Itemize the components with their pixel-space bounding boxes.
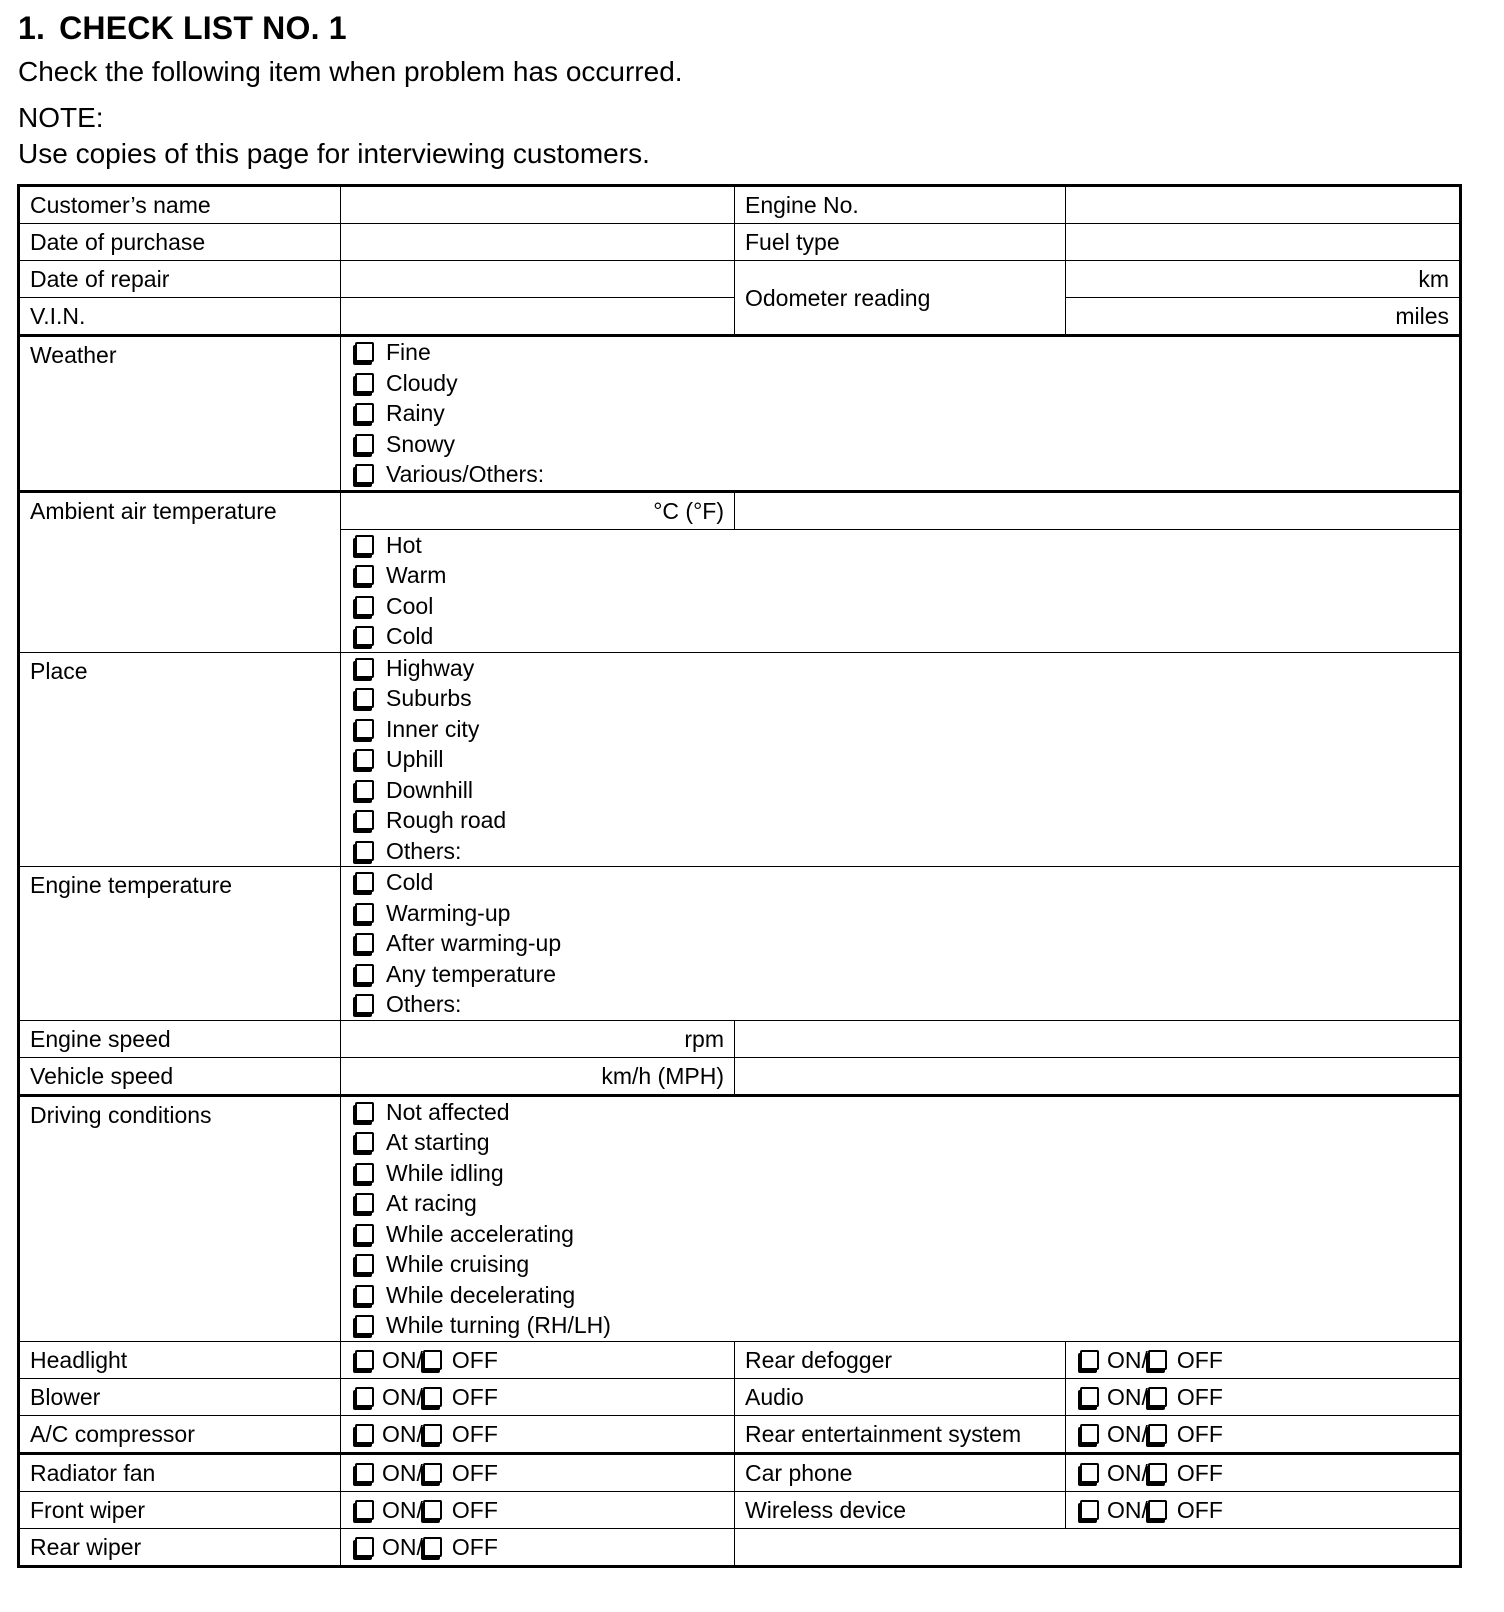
on-label: ON/ [382,1420,423,1447]
fuel-type-field[interactable] [1066,224,1461,261]
checkbox-icon[interactable] [355,994,374,1014]
row-date-of-repair [19,261,1461,298]
off-checkbox-icon[interactable] [423,1537,442,1557]
label-rear-defogger: Rear defogger [735,1341,1066,1378]
option-label: Warm [386,562,447,588]
option-label: Rainy [386,400,445,426]
on-checkbox-icon[interactable] [355,1350,374,1370]
row-ambient-temp [19,491,1461,529]
off-label: OFF [1176,1420,1223,1447]
off-checkbox-icon[interactable] [1148,1387,1167,1407]
checkbox-icon[interactable] [355,1315,374,1335]
audio-toggle [1066,1378,1461,1415]
row-switch-1 [19,1341,1461,1378]
checkbox-icon[interactable] [355,872,374,892]
label-vin: V.I.N. [19,298,341,336]
off-label: OFF [451,1533,498,1560]
driving-option-while-cruising[interactable] [351,1249,1449,1280]
driving-option-while-accelerating[interactable] [351,1219,1449,1250]
date-of-repair-field[interactable] [341,261,735,298]
engine-temp-option-any[interactable] [351,959,1449,990]
option-label: Cold [386,869,434,895]
option-label: Cold [386,623,434,649]
headlight-toggle [341,1341,735,1378]
driving-option-while-turning[interactable] [351,1310,1449,1341]
place-option-suburbs[interactable] [351,683,1449,714]
off-label: OFF [1176,1383,1223,1410]
on-checkbox-icon[interactable] [355,1500,374,1520]
label-blower: Blower [19,1378,341,1415]
place-option-rough-road[interactable] [351,805,1449,836]
on-label: ON/ [1107,1420,1148,1447]
engine-temp-option-after-warming-up[interactable] [351,928,1449,959]
off-checkbox-icon[interactable] [1148,1463,1167,1483]
driving-option-while-decelerating[interactable] [351,1280,1449,1311]
vehicle-speed-blank [735,1057,1461,1095]
odometer-km-field[interactable]: km [1066,261,1461,298]
car-phone-toggle [1066,1453,1461,1491]
off-label: OFF [451,1383,498,1410]
driving-option-while-idling[interactable] [351,1158,1449,1189]
label-date-of-repair: Date of repair [19,261,341,298]
option-label: Any temperature [386,960,557,987]
engine-temp-option-warming-up[interactable] [351,898,1449,929]
engine-no-field[interactable] [1066,186,1461,224]
driving-options [341,1095,1461,1341]
option-label: Uphill [386,746,444,772]
label-radiator-fan: Radiator fan [19,1453,341,1491]
ambient-option-warm[interactable] [351,560,1449,591]
vin-field[interactable] [341,298,735,336]
row-switch-4 [19,1453,1461,1491]
off-checkbox-icon[interactable] [423,1350,442,1370]
ambient-options [341,529,1461,652]
off-label: OFF [451,1459,498,1486]
checkbox-icon[interactable] [355,933,374,953]
note-label: NOTE: [18,102,104,133]
option-label: Downhill [386,776,473,803]
checkbox-icon[interactable] [355,719,374,739]
on-checkbox-icon[interactable] [355,1537,374,1557]
checkbox-icon[interactable] [355,434,374,454]
place-option-others[interactable] [351,836,1449,867]
driving-option-at-racing[interactable] [351,1188,1449,1219]
ambient-temp-field[interactable]: °C (°F) [341,491,735,529]
rear-defogger-toggle [1066,1341,1461,1378]
row-driving-conditions [19,1095,1461,1341]
on-checkbox-icon[interactable] [355,1463,374,1483]
label-date-of-purchase: Date of purchase [19,224,341,261]
option-label: Others: [386,837,462,864]
rear-entertainment-toggle [1066,1415,1461,1453]
option-label: At starting [386,1129,490,1155]
checkbox-icon[interactable] [355,1193,374,1213]
option-label: Hot [386,531,422,558]
off-checkbox-icon[interactable] [423,1500,442,1520]
page-title [18,10,347,47]
checkbox-icon[interactable] [355,1285,374,1305]
empty-cell [735,1528,1461,1566]
row-date-of-purchase [19,224,1461,261]
place-option-downhill[interactable] [351,775,1449,806]
off-label: OFF [1176,1346,1223,1373]
checkbox-icon[interactable] [355,749,374,769]
on-label: ON/ [382,1533,423,1560]
checkbox-icon[interactable] [355,1132,374,1152]
front-wiper-toggle [341,1491,735,1528]
odometer-miles-field[interactable]: miles [1066,298,1461,336]
label-vehicle-speed: Vehicle speed [19,1057,341,1095]
engine-temp-option-cold[interactable] [351,867,1449,898]
place-option-inner-city[interactable] [351,714,1449,745]
checkbox-icon[interactable] [355,596,374,616]
on-label: ON/ [1107,1383,1148,1410]
rear-wiper-toggle [341,1528,735,1566]
on-label: ON/ [1107,1496,1148,1523]
engine-speed-blank [735,1020,1461,1057]
row-customers-name [19,186,1461,224]
checkbox-icon[interactable] [355,403,374,423]
checkbox-icon[interactable] [355,565,374,585]
off-label: OFF [451,1346,498,1373]
row-weather [19,336,1461,492]
row-switch-5 [19,1491,1461,1528]
checkbox-icon[interactable] [355,373,374,393]
option-label: At racing [386,1190,477,1216]
weather-option-fine[interactable] [351,337,1449,368]
checkbox-icon[interactable] [355,841,374,861]
row-switch-2 [19,1378,1461,1415]
option-label: While turning (RH/LH) [386,1312,611,1338]
option-label: Various/Others: [386,461,545,487]
on-checkbox-icon[interactable] [355,1424,374,1444]
row-place [19,652,1461,867]
row-switch-3 [19,1415,1461,1453]
off-checkbox-icon[interactable] [423,1463,442,1483]
option-label: While accelerating [386,1220,574,1247]
off-checkbox-icon[interactable] [1148,1500,1167,1520]
option-label: Warming-up [386,899,511,926]
off-checkbox-icon[interactable] [423,1387,442,1407]
wireless-device-toggle [1066,1491,1461,1528]
on-label: ON/ [1107,1346,1148,1373]
label-engine-temp: Engine temperature [19,867,341,1021]
on-checkbox-icon[interactable] [1080,1463,1099,1483]
label-driving-conditions: Driving conditions [19,1095,341,1341]
label-ambient-temp: Ambient air temperature [19,491,341,652]
option-label: Others: [386,991,462,1017]
vehicle-speed-field[interactable]: km/h (MPH) [341,1057,735,1095]
option-label: Suburbs [386,685,472,711]
checkbox-icon[interactable] [355,626,374,646]
off-checkbox-icon[interactable] [1148,1424,1167,1444]
checkbox-icon[interactable] [355,535,374,555]
off-checkbox-icon[interactable] [423,1424,442,1444]
checkbox-icon[interactable] [355,464,374,484]
place-option-uphill[interactable] [351,744,1449,775]
label-car-phone: Car phone [735,1453,1066,1491]
section-number: 1. [18,10,46,46]
off-label: OFF [451,1420,498,1447]
on-checkbox-icon[interactable] [1080,1387,1099,1407]
on-checkbox-icon[interactable] [1080,1500,1099,1520]
off-checkbox-icon[interactable] [1148,1350,1167,1370]
weather-option-others[interactable] [351,459,1449,490]
label-engine-speed: Engine speed [19,1020,341,1057]
date-of-purchase-field[interactable] [341,224,735,261]
label-customers-name: Customer’s name [19,186,341,224]
engine-speed-field[interactable]: rpm [341,1020,735,1057]
option-label: While idling [386,1159,504,1186]
label-ac-compressor: A/C compressor [19,1415,341,1453]
on-checkbox-icon[interactable] [1080,1350,1099,1370]
checkbox-icon[interactable] [355,1224,374,1244]
option-label: Not affected [386,1098,510,1125]
off-label: OFF [1176,1459,1223,1486]
option-label: Cloudy [386,369,458,396]
checkbox-icon[interactable] [355,903,374,923]
section-title: CHECK LIST NO. 1 [59,10,347,46]
label-rear-entertainment: Rear entertainment system [735,1415,1066,1453]
row-switch-6 [19,1528,1461,1566]
row-engine-temp [19,867,1461,1021]
check-list-table [17,184,1462,1568]
on-label: ON/ [382,1346,423,1373]
on-checkbox-icon[interactable] [1080,1424,1099,1444]
place-options [341,652,1461,867]
checkbox-icon[interactable] [355,810,374,830]
instruction-text: Check the following item when problem has occurred. [18,56,683,87]
option-label: While decelerating [386,1281,576,1308]
option-label: Cool [386,592,434,619]
checkbox-icon[interactable] [355,1102,374,1122]
checkbox-icon[interactable] [355,964,374,984]
label-front-wiper: Front wiper [19,1491,341,1528]
checkbox-icon[interactable] [355,1163,374,1183]
row-vehicle-speed [19,1057,1461,1095]
driving-option-at-starting[interactable] [351,1127,1449,1158]
on-label: ON/ [382,1383,423,1410]
option-label: Highway [386,654,475,681]
on-label: ON/ [382,1496,423,1523]
engine-temp-option-others[interactable] [351,989,1449,1020]
weather-option-rainy[interactable] [351,398,1449,429]
ambient-option-cold[interactable] [351,621,1449,652]
option-label: Inner city [386,715,480,742]
option-label: Snowy [386,430,456,457]
off-label: OFF [1176,1496,1223,1523]
on-checkbox-icon[interactable] [355,1387,374,1407]
blower-toggle [341,1378,735,1415]
label-place: Place [19,652,341,867]
checkbox-icon[interactable] [355,342,374,362]
row-engine-speed [19,1020,1461,1057]
checkbox-icon[interactable] [355,688,374,708]
label-wireless-device: Wireless device [735,1491,1066,1528]
ambient-temp-blank [735,491,1461,529]
on-label: ON/ [1107,1459,1148,1486]
engine-temp-options [341,867,1461,1021]
driving-option-not-affected[interactable] [351,1097,1449,1128]
weather-option-snowy[interactable] [351,429,1449,460]
label-engine-no: Engine No. [735,186,1066,224]
option-label: Rough road [386,807,507,833]
label-headlight: Headlight [19,1341,341,1378]
label-fuel-type: Fuel type [735,224,1066,261]
customers-name-field[interactable] [341,186,735,224]
ac-compressor-toggle [341,1415,735,1453]
radiator-fan-toggle [341,1453,735,1491]
label-weather: Weather [19,336,341,492]
ambient-option-hot[interactable] [351,530,1449,561]
off-label: OFF [451,1496,498,1523]
checkbox-icon[interactable] [355,1254,374,1274]
place-option-highway[interactable] [351,653,1449,684]
option-label: While cruising [386,1251,530,1277]
on-label: ON/ [382,1459,423,1486]
weather-option-cloudy[interactable] [351,368,1449,399]
checkbox-icon[interactable] [355,658,374,678]
option-label: Fine [386,339,431,365]
ambient-option-cool[interactable] [351,591,1449,622]
option-label: After warming-up [386,930,562,956]
label-audio: Audio [735,1378,1066,1415]
label-odometer-reading: Odometer reading [735,261,1066,336]
weather-options [341,336,1461,492]
checkbox-icon[interactable] [355,780,374,800]
label-rear-wiper: Rear wiper [19,1528,341,1566]
note-text: Use copies of this page for interviewing customers. [18,138,650,169]
